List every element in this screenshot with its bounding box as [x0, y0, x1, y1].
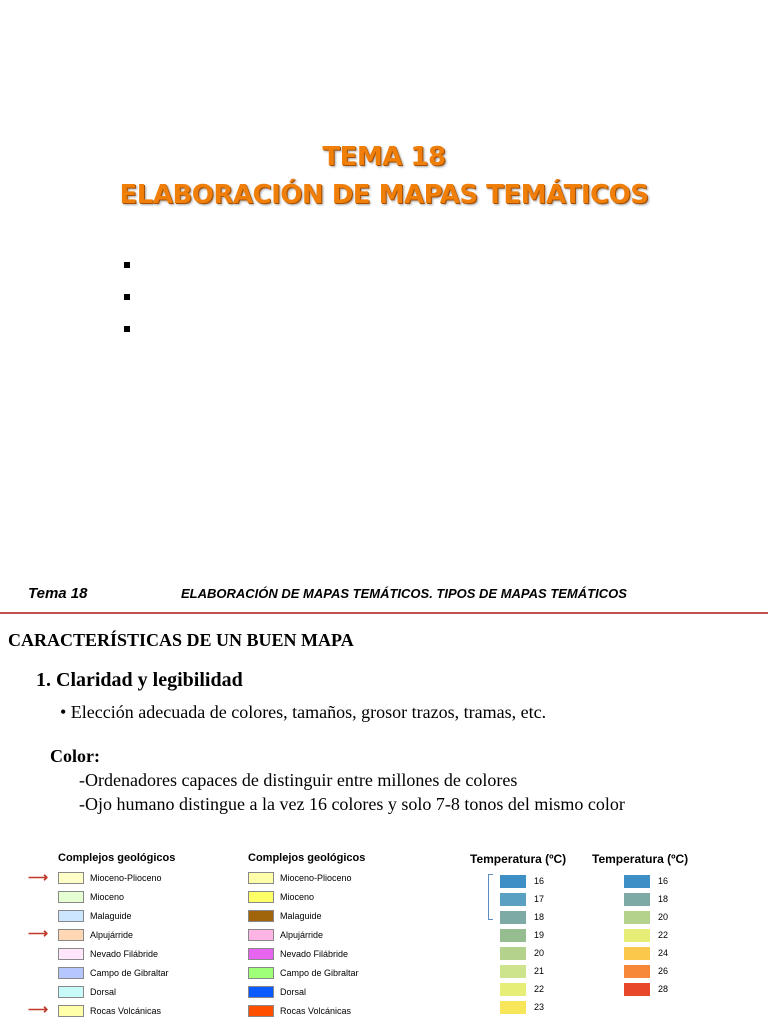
- legend-label: 20: [658, 912, 669, 922]
- legend-label: 22: [534, 984, 545, 994]
- color-swatch: [500, 965, 526, 978]
- arrow-icon: ⟶: [28, 925, 49, 941]
- legend-title: Complejos geológicos: [58, 852, 176, 864]
- legend-row: [58, 947, 158, 961]
- legend-label: Alpujárride: [280, 930, 324, 940]
- legend-label: Malaguide: [280, 911, 322, 921]
- legend-label: 20: [534, 948, 545, 958]
- legend-row: [58, 1004, 161, 1018]
- legend-row: [58, 966, 169, 980]
- color-swatch: [500, 911, 526, 924]
- color-swatch: [500, 983, 526, 996]
- legend-row: [248, 928, 323, 942]
- color-swatch: [500, 929, 526, 942]
- legend-row: [624, 874, 668, 888]
- color-swatch: [248, 1005, 274, 1017]
- legend-row: [58, 909, 132, 923]
- legend-row: [500, 910, 544, 924]
- color-swatch: [500, 947, 526, 960]
- color-swatch: [58, 1005, 84, 1017]
- title-line-2: ELABORACIÓN DE MAPAS TEMÁTICOS: [119, 180, 649, 210]
- legend-row: [500, 1000, 544, 1014]
- legend-row: [624, 946, 668, 960]
- legend-row: [58, 985, 116, 999]
- color-swatch: [248, 891, 274, 903]
- legend-label: 22: [658, 930, 669, 940]
- bullet-text: • Elección adecuada de colores, tamaños, grosor trazos, tramas, etc.: [60, 702, 547, 722]
- arrow-icon: ⟶: [28, 1001, 49, 1017]
- legend-label: 19: [534, 930, 545, 940]
- legend-label: Mioceno: [280, 892, 315, 902]
- legend-label: 23: [534, 1002, 545, 1012]
- color-swatch: [248, 872, 274, 884]
- legend-label: 18: [658, 894, 669, 904]
- color-swatch: [58, 891, 84, 903]
- legend-title: Temperatura (ºC): [592, 852, 689, 866]
- legend-label: Alpujárride: [90, 930, 134, 940]
- legend-label: Nevado Filábride: [280, 949, 349, 959]
- color-swatch: [58, 910, 84, 922]
- legend-row: [248, 947, 348, 961]
- legend-row: [624, 928, 668, 942]
- color-swatch: [624, 911, 650, 924]
- legend-row: [624, 964, 668, 978]
- legend-title: Temperatura (ºC): [470, 852, 567, 866]
- color-swatch: [58, 929, 84, 941]
- legend-row: [58, 890, 124, 904]
- legend-label: Dorsal: [90, 987, 117, 997]
- legend-label: 26: [658, 966, 669, 976]
- bullet-marker: [124, 262, 130, 268]
- legend-row: [500, 928, 544, 942]
- color-swatch: [248, 986, 274, 998]
- color-swatch: [58, 872, 84, 884]
- legend-row: [248, 909, 322, 923]
- legend-label: 16: [658, 876, 669, 886]
- legend-row: [248, 890, 314, 904]
- legend-label: Rocas Volcánicas: [280, 1006, 352, 1016]
- legend-label: 16: [534, 876, 545, 886]
- bracket: [488, 874, 493, 920]
- legend-label: Mioceno-Plioceno: [280, 873, 352, 883]
- legend-row: [248, 985, 306, 999]
- color-swatch: [624, 929, 650, 942]
- legend-label: 21: [534, 966, 545, 976]
- legend-label: 24: [658, 948, 669, 958]
- color-swatch: [624, 893, 650, 906]
- legend-label: 18: [534, 912, 545, 922]
- legend-row: [248, 871, 352, 885]
- numbered-heading: 1. Claridad y legibilidad: [36, 669, 243, 691]
- color-swatch: [624, 875, 650, 888]
- color-swatch: [500, 1001, 526, 1014]
- legend-row: [58, 871, 162, 885]
- legend-row: [624, 892, 668, 906]
- legend-label: Mioceno: [90, 892, 125, 902]
- legend-row: [500, 892, 544, 906]
- arrow-icon: ⟶: [28, 869, 49, 885]
- bullet-marker: [124, 326, 130, 332]
- color-swatch: [248, 967, 274, 979]
- legend-row: [500, 946, 544, 960]
- legend-label: 17: [534, 894, 545, 904]
- legend-row: [624, 982, 668, 996]
- legend-row: [58, 928, 133, 942]
- legend-row: [248, 1004, 351, 1018]
- legend-label: Campo de Gibraltar: [90, 968, 169, 978]
- legend-label: Rocas Volcánicas: [90, 1006, 162, 1016]
- legend-label: Mioceno-Plioceno: [90, 873, 162, 883]
- color-point-2: -Ojo humano distingue a la vez 16 colores y solo 7-8 tonos del mismo color: [79, 794, 625, 814]
- color-swatch: [624, 983, 650, 996]
- color-point-1: -Ordenadores capaces de distinguir entre millones de colores: [79, 770, 518, 790]
- legend-row: [248, 966, 359, 980]
- legend-label: Campo de Gibraltar: [280, 968, 359, 978]
- empty-bullet-list: [124, 262, 130, 358]
- header-topic: Tema 18: [28, 585, 88, 602]
- color-swatch: [500, 875, 526, 888]
- legend-label: Malaguide: [90, 911, 132, 921]
- slide-content: [0, 578, 768, 1024]
- color-swatch: [248, 948, 274, 960]
- legend-label: Nevado Filábride: [90, 949, 159, 959]
- legend-label: Dorsal: [280, 987, 307, 997]
- legend-title: Complejos geológicos: [248, 852, 366, 864]
- color-swatch: [248, 910, 274, 922]
- color-swatch: [58, 967, 84, 979]
- title-line-1: TEMA 18: [322, 142, 446, 172]
- legend-row: [624, 910, 668, 924]
- color-label: Color:: [50, 746, 100, 766]
- header-title: ELABORACIÓN DE MAPAS TEMÁTICOS. TIPOS DE MAPAS TEMÁTICOS: [181, 586, 627, 601]
- color-swatch: [58, 986, 84, 998]
- color-swatch: [624, 947, 650, 960]
- legend-row: [500, 964, 544, 978]
- section-title: CARACTERÍSTICAS DE UN BUEN MAPA: [8, 630, 354, 650]
- color-swatch: [58, 948, 84, 960]
- color-swatch: [248, 929, 274, 941]
- legend-row: [500, 982, 544, 996]
- bullet-marker: [124, 294, 130, 300]
- legend-row: [500, 874, 544, 888]
- color-swatch: [500, 893, 526, 906]
- color-swatch: [624, 965, 650, 978]
- legend-label: 28: [658, 984, 669, 994]
- header-divider: [0, 612, 768, 614]
